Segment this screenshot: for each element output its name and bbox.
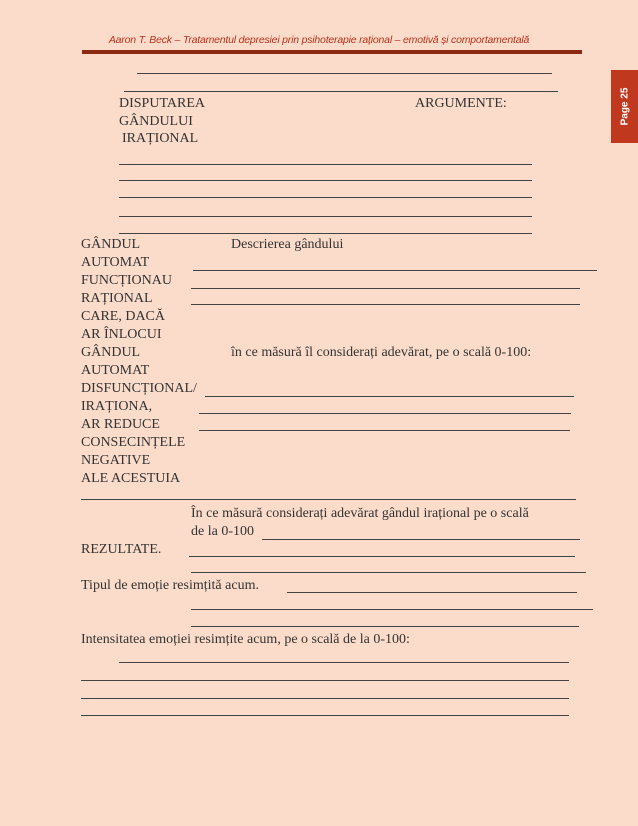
left-label-line: RAȚIONAL [81,291,153,306]
blank-line [124,91,558,92]
document-header: Aaron T. Beck – Tratamentul depresiei prin psihoterapie rațional – emotivă și comportamentală [108,34,530,46]
blank-line [191,304,580,305]
label-emotion-intensity: Intensitatea emoției resimțite acum, pe o scală de la 0-100: [81,632,410,647]
blank-line [191,288,580,289]
left-label-line: NEGATIVE [81,453,151,468]
blank-line [193,270,597,271]
left-label-line: DISFUNCȚIONAL/ [81,381,197,396]
left-label-line: FUNCȚIONAU [81,273,172,288]
blank-line [81,698,569,699]
blank-line [191,626,579,627]
left-label-line: ALE ACESTUIA [81,471,181,486]
label-gandului: GÂNDULUI [119,114,193,129]
label-argumente: ARGUMENTE: [415,96,507,111]
left-label-line: GÂNDUL [81,237,141,252]
blank-line [191,572,586,573]
left-label-line: AR REDUCE [81,417,160,432]
left-label-line: CONSECINȚELE [81,435,186,450]
label-irational: IRAȚIONAL [122,131,199,146]
left-label-line: GÂNDUL [81,345,141,360]
blank-line [81,715,569,716]
blank-line [119,164,532,165]
blank-line [191,609,593,610]
blank-line [137,73,552,74]
left-label-line: IRAȚIONA, [81,399,153,414]
blank-line [119,180,532,181]
blank-line [199,413,571,414]
blank-line [81,499,576,500]
label-rezultate: REZULTATE. [81,542,162,557]
page-number: Page 25 [619,87,630,126]
label-scale-question: în ce măsură îl considerați adevărat, pe o scală 0-100: [231,345,532,360]
label-disputarea: DISPUTAREA [119,96,205,111]
blank-line [119,197,532,198]
blank-line [189,556,575,557]
left-label-line: AR ÎNLOCUI [81,327,162,342]
blank-line [81,680,569,681]
blank-line [119,233,532,234]
blank-line [205,396,574,397]
label-emotion-type: Tipul de emoție resimțită acum. [81,578,259,593]
blank-line [199,430,570,431]
page-number-tab [611,70,638,143]
label-descrierea-gandului: Descrierea gândului [231,237,344,252]
label-irrational-scale-line2: de la 0-100 [191,524,254,539]
header-divider [82,50,582,54]
blank-line [119,662,569,663]
blank-line [119,216,532,217]
label-irrational-scale-line1: În ce măsură considerați adevărat gândul irațional pe o scală [191,506,529,521]
left-label-line: AUTOMAT [81,255,150,270]
left-label-line: AUTOMAT [81,363,150,378]
blank-line [287,592,577,593]
blank-line [262,539,580,540]
left-label-line: CARE, DACĂ [81,309,166,324]
